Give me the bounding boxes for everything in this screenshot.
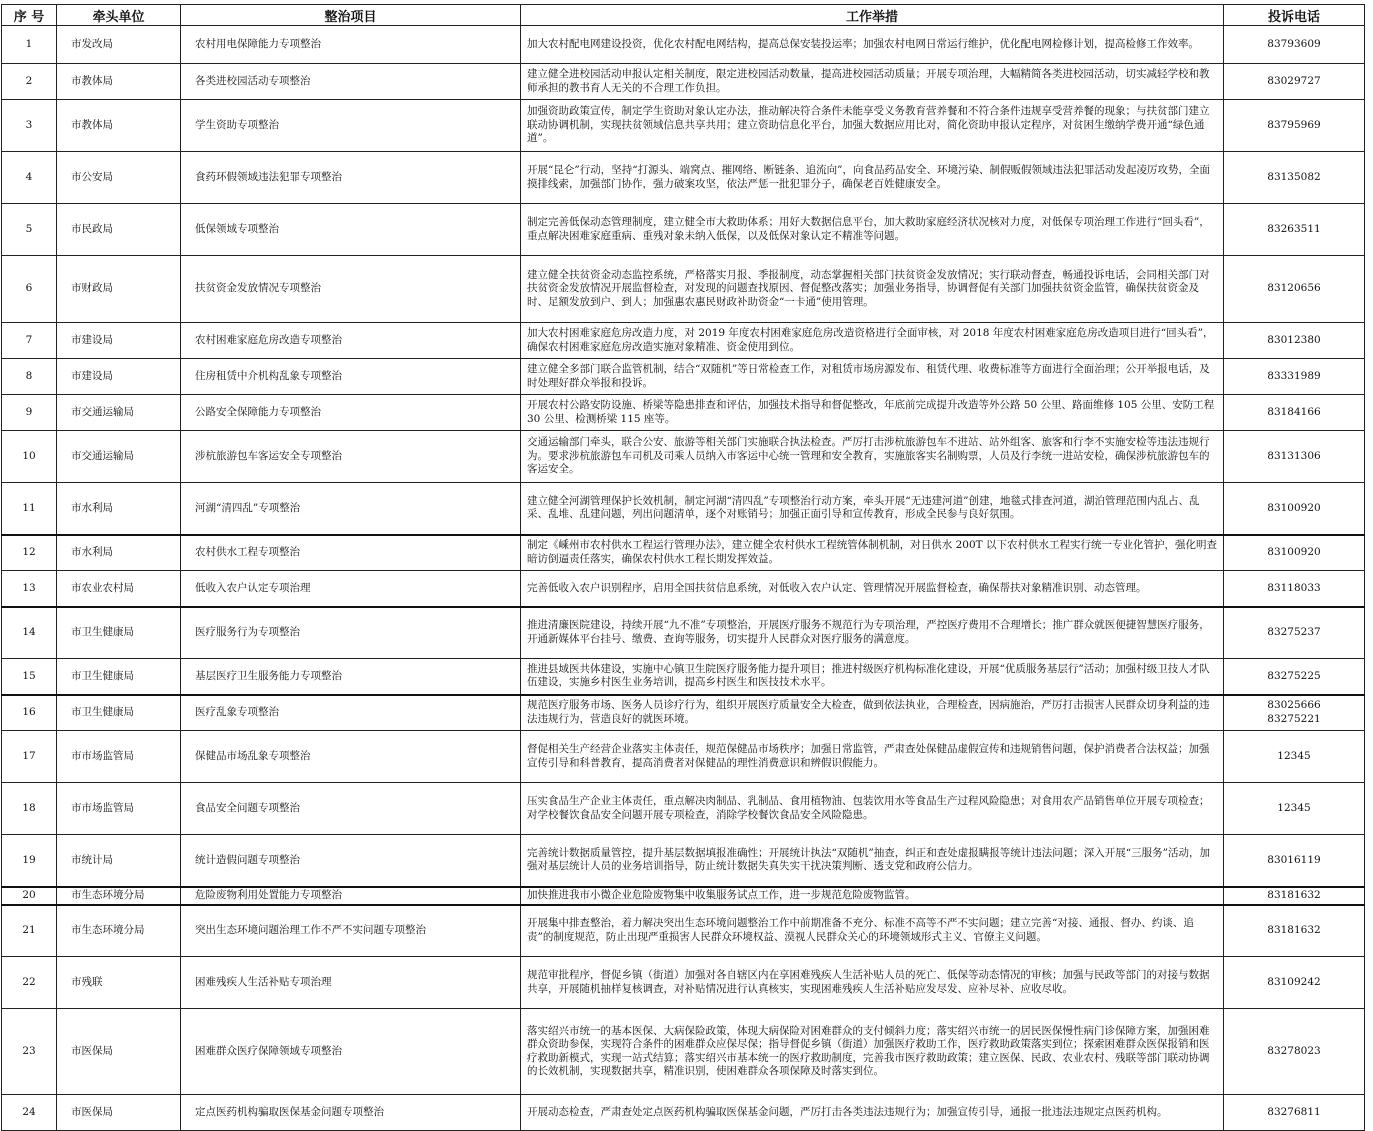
row-item: 医疗乱象专项整治 bbox=[181, 695, 521, 731]
row-index: 13 bbox=[2, 571, 57, 607]
row-measure: 加大农村困难家庭危房改造力度，对 2019 年度农村困难家庭危房改造资格进行全面审核，对 2018 年度农村困难家庭危房改造项目进行“回头看”，确保农村困难家庭危房改造实施对象精准、资金使用到位。 bbox=[521, 323, 1224, 359]
row-item: 困难群众医疗保障领域专项整治 bbox=[181, 1009, 521, 1095]
row-index: 19 bbox=[2, 835, 57, 887]
row-org: 市生态环境分局 bbox=[57, 905, 181, 957]
row-index: 23 bbox=[2, 1009, 57, 1095]
row-item: 食药环假领域违法犯罪专项整治 bbox=[181, 152, 521, 204]
row-index: 3 bbox=[2, 100, 57, 152]
table-row bbox=[2, 431, 1365, 483]
phone-number: 83029727 bbox=[1267, 74, 1321, 87]
row-phone bbox=[1224, 26, 1365, 64]
row-phone bbox=[1224, 835, 1365, 887]
row-measure: 开展“昆仑”行动，坚持“打源头、端窝点、摧网络、断链条、追流向”，向食品药品安全、环境污染、制假贩假领域违法犯罪活动发起凌厉攻势，全面摸排线索，加强部门协作，强力破案攻坚，依法严惩一批犯罪分子，确保老百姓健康安全。 bbox=[521, 152, 1224, 204]
row-org: 市市场监管局 bbox=[57, 731, 181, 783]
row-index: 22 bbox=[2, 957, 57, 1009]
header-index: 序 号 bbox=[2, 5, 57, 26]
row-index: 9 bbox=[2, 395, 57, 431]
row-phone bbox=[1224, 431, 1365, 483]
table-row bbox=[2, 152, 1365, 204]
table-row bbox=[2, 256, 1365, 323]
row-org: 市卫生健康局 bbox=[57, 659, 181, 695]
phone-number: 83135082 bbox=[1267, 170, 1321, 183]
table-header bbox=[2, 5, 1365, 26]
row-phone bbox=[1224, 395, 1365, 431]
row-measure: 推进县域医共体建设，实施中心镇卫生院医疗服务能力提升项目；推进村级医疗机构标准化建设，开展“优质服务基层行”活动；加强村级卫技人才队伍建设，实施乡村医生业务培训，提高乡村医生和医技技术水平。 bbox=[521, 659, 1224, 695]
row-phone bbox=[1224, 571, 1365, 607]
phone-number: 83263511 bbox=[1267, 222, 1321, 235]
row-index: 20 bbox=[2, 887, 57, 905]
row-measure: 规范医疗服务市场、医务人员诊疗行为，组织开展医疗质量安全大检查，做到依法执业，合理检查，因病施治，严厉打击损害人民群众切身利益的违法违规行为，营造良好的就医环境。 bbox=[521, 695, 1224, 731]
row-index: 12 bbox=[2, 535, 57, 571]
row-index: 17 bbox=[2, 731, 57, 783]
table-row bbox=[2, 731, 1365, 783]
phone-number: 83331989 bbox=[1267, 369, 1321, 382]
row-item: 基层医疗卫生服务能力专项整治 bbox=[181, 659, 521, 695]
table-row bbox=[2, 835, 1365, 887]
row-item: 低保领域专项整治 bbox=[181, 204, 521, 256]
row-measure: 建立健全进校园活动申报认定相关制度，限定进校园活动数量，提高进校园活动质量；开展专项治理，大幅精简各类进校园活动，切实减轻学校和教师承担的教书育人无关的不合理工作负担。 bbox=[521, 64, 1224, 100]
row-item: 低收入农户认定专项治理 bbox=[181, 571, 521, 607]
row-measure: 开展集中排查整治，着力解决突出生态环境问题整治工作中前期准备不充分、标准不高等不严不实问题；建立完善“对接、通报、督办、约谈、追责”的制度规范，防止出现严重损害人民群众环境权益、漠视人民群众关心的环境领域形式主义、官僚主义问题。 bbox=[521, 905, 1224, 957]
row-item: 困难残疾人生活补贴专项治理 bbox=[181, 957, 521, 1009]
row-index: 4 bbox=[2, 152, 57, 204]
row-org: 市残联 bbox=[57, 957, 181, 1009]
phone-number: 83012380 bbox=[1267, 333, 1321, 346]
phone-number: 83181632 bbox=[1267, 888, 1321, 901]
row-measure: 加大农村配电网建设投资，优化农村配电网结构，提高总保安装投运率；加强农村电网日常运行维护，优化配电网检修计划，提高检修工作效率。 bbox=[521, 26, 1224, 64]
row-phone bbox=[1224, 483, 1365, 535]
row-org: 市水利局 bbox=[57, 535, 181, 571]
row-measure: 交通运输部门牵头，联合公安、旅游等相关部门实施联合执法检查。严厉打击涉杭旅游包车不进站、站外组客、旅客和行李不实施安检等违法违规行为。要求涉杭旅游包车司机及司乘人员纳入市客运中心统一管理和安全教育，实施旅客实名制购票，人员及行李统一进站安检，确保涉杭旅游包车的客运安全。 bbox=[521, 431, 1224, 483]
row-item: 河湖“清四乱”专项整治 bbox=[181, 483, 521, 535]
row-phone bbox=[1224, 905, 1365, 957]
row-org: 市民政局 bbox=[57, 204, 181, 256]
row-org: 市公安局 bbox=[57, 152, 181, 204]
row-index: 7 bbox=[2, 323, 57, 359]
row-item: 食品安全问题专项整治 bbox=[181, 783, 521, 835]
phone-number: 83276811 bbox=[1267, 1105, 1321, 1118]
row-org: 市市场监管局 bbox=[57, 783, 181, 835]
row-item: 农村供水工程专项整治 bbox=[181, 535, 521, 571]
table-row bbox=[2, 204, 1365, 256]
table-row bbox=[2, 607, 1365, 659]
row-phone bbox=[1224, 783, 1365, 835]
row-phone bbox=[1224, 1095, 1365, 1131]
row-phone bbox=[1224, 731, 1365, 783]
row-index: 1 bbox=[2, 26, 57, 64]
row-index: 18 bbox=[2, 783, 57, 835]
row-item: 农村用电保障能力专项整治 bbox=[181, 26, 521, 64]
row-org: 市财政局 bbox=[57, 256, 181, 323]
row-measure: 完善统计数据质量管控，提升基层数据填报准确性；开展统计执法“双随机”抽查，纠正和查处虚报瞒报等统计违法问题；深入开展“三服务”活动，加强对基层统计人员的业务培训指导，防止统计数据失真失实干扰决策判断、透支党和政府公信力。 bbox=[521, 835, 1224, 887]
phone-number: 83100920 bbox=[1267, 501, 1321, 514]
row-org: 市统计局 bbox=[57, 835, 181, 887]
row-measure: 规范审批程序，督促乡镇（街道）加强对各自辖区内在享困难残疾人生活补贴人员的死亡、低保等动态情况的审核；加强与民政等部门的对接与数据共享，开展随机抽样复核调查，对补贴情况进行认真核实，实现困难残疾人生活补贴应发尽发、应补尽补、应收尽收。 bbox=[521, 957, 1224, 1009]
row-org: 市建设局 bbox=[57, 323, 181, 359]
row-index: 14 bbox=[2, 607, 57, 659]
row-index: 21 bbox=[2, 905, 57, 957]
row-measure: 建立健全扶贫资金动态监控系统，严格落实月报、季报制度，动态掌握相关部门扶贫资金发放情况；实行联动督查，畅通投诉电话，会同相关部门对扶贫资金发放情况开展监督检查，对发现的问题查找原因、督促整改落实；加强业务指导，协调督促有关部门加强扶贫资金监管，确保扶贫资金及时、足额发放到户、到人；加强惠农惠民财政补助资金“一卡通”使用管理。 bbox=[521, 256, 1224, 323]
row-measure: 压实食品生产企业主体责任，重点解决肉制品、乳制品、食用植物油、包装饮用水等食品生产过程风险隐患；对食用农产品销售单位开展专项检查；对学校餐饮食品安全问题开展专项检查，消除学校餐饮食品安全风险隐患。 bbox=[521, 783, 1224, 835]
row-item: 学生资助专项整治 bbox=[181, 100, 521, 152]
row-phone bbox=[1224, 535, 1365, 571]
phone-number: 83181632 bbox=[1267, 924, 1321, 937]
table-row bbox=[2, 957, 1365, 1009]
row-org: 市教体局 bbox=[57, 64, 181, 100]
row-phone bbox=[1224, 957, 1365, 1009]
row-phone bbox=[1224, 256, 1365, 323]
row-org: 市发改局 bbox=[57, 26, 181, 64]
phone-number: 83100920 bbox=[1267, 546, 1321, 559]
phone-number: 83131306 bbox=[1267, 449, 1321, 462]
row-phone bbox=[1224, 323, 1365, 359]
row-index: 16 bbox=[2, 695, 57, 731]
row-phone bbox=[1224, 359, 1365, 395]
row-measure: 落实绍兴市统一的基本医保、大病保险政策，体现大病保险对困难群众的支付倾斜力度；落实绍兴市统一的居民医保慢性病门诊保障方案，加强困难群众资助参保，实现符合条件的困难群众应保尽保；指导督促乡镇（街道）加强医疗救助工作，医疗救助政策落实到位；探索困难群众医保报销和医疗救助新模式，实现一站式结算；落实绍兴市基本统一的医疗救助制度，完善我市医疗救助政策；建立医保、民政、农业农村、残联等部门联动协调的长效机制，实现数据共享，精准识别，使困难群众各项保障及时落实到位。 bbox=[521, 1009, 1224, 1095]
row-item: 统计造假问题专项整治 bbox=[181, 835, 521, 887]
table-row bbox=[2, 571, 1365, 607]
phone-number: 12345 bbox=[1277, 801, 1311, 814]
row-measure: 建立健全多部门联合监管机制，结合“双随机”等日常检查工作，对租赁市场房源发布、租赁代理、收费标准等方面进行全面治理；公开举报电话，及时处理好群众举报和投诉。 bbox=[521, 359, 1224, 395]
row-item: 扶贫资金发放情况专项整治 bbox=[181, 256, 521, 323]
row-item: 医疗服务行为专项整治 bbox=[181, 607, 521, 659]
rectification-table bbox=[1, 4, 1365, 1131]
row-org: 市卫生健康局 bbox=[57, 695, 181, 731]
table-row bbox=[2, 783, 1365, 835]
table-row bbox=[2, 905, 1365, 957]
table-row bbox=[2, 695, 1365, 731]
row-phone bbox=[1224, 100, 1365, 152]
row-phone bbox=[1224, 1009, 1365, 1095]
table-row bbox=[2, 100, 1365, 152]
row-org: 市交通运输局 bbox=[57, 395, 181, 431]
table-row bbox=[2, 64, 1365, 100]
phone-number: 83275221 bbox=[1267, 712, 1321, 725]
phone-number: 83109242 bbox=[1267, 975, 1321, 988]
row-org: 市建设局 bbox=[57, 359, 181, 395]
phone-number: 83025666 bbox=[1267, 699, 1321, 712]
row-index: 10 bbox=[2, 431, 57, 483]
table-row bbox=[2, 659, 1365, 695]
row-item: 农村困难家庭危房改造专项整治 bbox=[181, 323, 521, 359]
row-org: 市生态环境分局 bbox=[57, 887, 181, 905]
row-org: 市医保局 bbox=[57, 1009, 181, 1095]
row-item: 突出生态环境问题治理工作不严不实问题专项整治 bbox=[181, 905, 521, 957]
row-org: 市教体局 bbox=[57, 100, 181, 152]
row-item: 公路安全保障能力专项整治 bbox=[181, 395, 521, 431]
phone-number: 83016119 bbox=[1267, 853, 1321, 866]
header-org: 牵头单位 bbox=[57, 5, 181, 26]
table-row bbox=[2, 887, 1365, 905]
row-item: 定点医药机构骗取医保基金问题专项整治 bbox=[181, 1095, 521, 1131]
header-row bbox=[2, 5, 1365, 26]
row-measure: 制定《嵊州市农村供水工程运行管理办法》，建立健全农村供水工程统管体制机制，对日供水 200T 以下农村供水工程实行统一专业化管护，强化明查暗访倒逼责任落实，确保农村供水工程长期发挥效益。 bbox=[521, 535, 1224, 571]
table-row bbox=[2, 483, 1365, 535]
row-phone bbox=[1224, 695, 1365, 731]
row-org: 市农业农村局 bbox=[57, 571, 181, 607]
row-measure: 制定完善低保动态管理制度，建立健全市大救助体系；用好大数据信息平台，加大救助家庭经济状况核对力度，对低保专项治理工作进行“回头看”，重点解决困难家庭重病、重残对象未纳入低保，以及低保对象认定不精准等问题。 bbox=[521, 204, 1224, 256]
table-body bbox=[2, 26, 1365, 1131]
phone-number: 83275225 bbox=[1267, 669, 1321, 682]
row-measure: 督促相关生产经营企业落实主体责任，规范保健品市场秩序；加强日常监管，严肃查处保健品虚假宣传和违规销售问题，保护消费者合法权益；加强宣传引导和科普教育，提高消费者对保健品的理性消费意识和辨假识假能力。 bbox=[521, 731, 1224, 783]
table-row bbox=[2, 1009, 1365, 1095]
row-measure: 开展动态检查，严肃查处定点医药机构骗取医保基金问题，严厉打击各类违法违规行为；加强宣传引导，通报一批违法违规定点医药机构。 bbox=[521, 1095, 1224, 1131]
row-index: 2 bbox=[2, 64, 57, 100]
row-org: 市卫生健康局 bbox=[57, 607, 181, 659]
header-phone: 投诉电话 bbox=[1224, 5, 1365, 26]
row-index: 8 bbox=[2, 359, 57, 395]
row-item: 住房租赁中介机构乱象专项整治 bbox=[181, 359, 521, 395]
phone-number: 83275237 bbox=[1267, 626, 1321, 639]
header-item: 整治项目 bbox=[181, 5, 521, 26]
row-measure: 完善低收入农户识别程序，启用全国扶贫信息系统，对低收入农户认定、管理情况开展监督检查，确保帮扶对象精准识别、动态管理。 bbox=[521, 571, 1224, 607]
row-item: 保健品市场乱象专项整治 bbox=[181, 731, 521, 783]
row-org: 市医保局 bbox=[57, 1095, 181, 1131]
phone-number: 83793609 bbox=[1267, 37, 1321, 50]
row-phone bbox=[1224, 659, 1365, 695]
row-measure: 加强资助政策宣传，制定学生资助对象认定办法，推动解决符合条件未能享受义务教育营养餐和不符合条件违规享受营养餐的现象；与扶贫部门建立联动协调机制，实现扶贫领域信息共享共用；建立资助信息化平台，加强大数据应用比对，简化资助申报认定程序，对贫困生缴纳学费开通“绿色通道”。 bbox=[521, 100, 1224, 152]
row-index: 6 bbox=[2, 256, 57, 323]
header-measure: 工作举措 bbox=[521, 5, 1224, 26]
table-row bbox=[2, 395, 1365, 431]
row-phone bbox=[1224, 64, 1365, 100]
table-row bbox=[2, 535, 1365, 571]
table-row bbox=[2, 359, 1365, 395]
row-org: 市交通运输局 bbox=[57, 431, 181, 483]
row-index: 5 bbox=[2, 204, 57, 256]
row-phone bbox=[1224, 204, 1365, 256]
row-measure: 开展农村公路安防设施、桥梁等隐患排查和评估，加强技术指导和督促整改，年底前完成提升改造等外公路 50 公里、路面维修 105 公里、安防工程 30 公里、检测桥梁 115 座等。 bbox=[521, 395, 1224, 431]
row-measure: 推进清廉医院建设，持续开展“九不准”专项整治，开展医疗服务不规范行为专项治理，严控医疗费用不合理增长；推广群众就医便捷智慧医疗服务，开通新媒体平台挂号、缴费、查询等服务，切实提升人民群众对医疗服务的满意度。 bbox=[521, 607, 1224, 659]
phone-number: 83184166 bbox=[1267, 405, 1321, 418]
phone-number: 12345 bbox=[1277, 749, 1311, 762]
row-index: 15 bbox=[2, 659, 57, 695]
row-phone bbox=[1224, 152, 1365, 204]
row-org: 市水利局 bbox=[57, 483, 181, 535]
row-index: 24 bbox=[2, 1095, 57, 1131]
row-item: 危险废物利用处置能力专项整治 bbox=[181, 887, 521, 905]
row-measure: 建立健全河湖管理保护长效机制，制定河湖“清四乱”专项整治行动方案，牵头开展“无违建河道”创建，地毯式排查河道，湖泊管理范围内乱占、乱采、乱堆、乱建问题，列出问题清单，逐个对账销号；加强正面引导和宣传教育，形成全民参与良好氛围。 bbox=[521, 483, 1224, 535]
table-row bbox=[2, 1095, 1365, 1131]
phone-number: 83278023 bbox=[1267, 1044, 1321, 1057]
row-item: 各类进校园活动专项整治 bbox=[181, 64, 521, 100]
table-row bbox=[2, 26, 1365, 64]
phone-number: 83120656 bbox=[1267, 282, 1321, 295]
row-phone bbox=[1224, 607, 1365, 659]
table-row bbox=[2, 323, 1365, 359]
phone-number: 83795969 bbox=[1267, 118, 1321, 131]
row-item: 涉杭旅游包车客运安全专项整治 bbox=[181, 431, 521, 483]
row-measure: 加快推进我市小微企业危险废物集中收集服务试点工作，进一步规范危险废物监管。 bbox=[521, 887, 1224, 905]
row-phone bbox=[1224, 887, 1365, 905]
row-index: 11 bbox=[2, 483, 57, 535]
phone-number: 83118033 bbox=[1267, 581, 1321, 594]
